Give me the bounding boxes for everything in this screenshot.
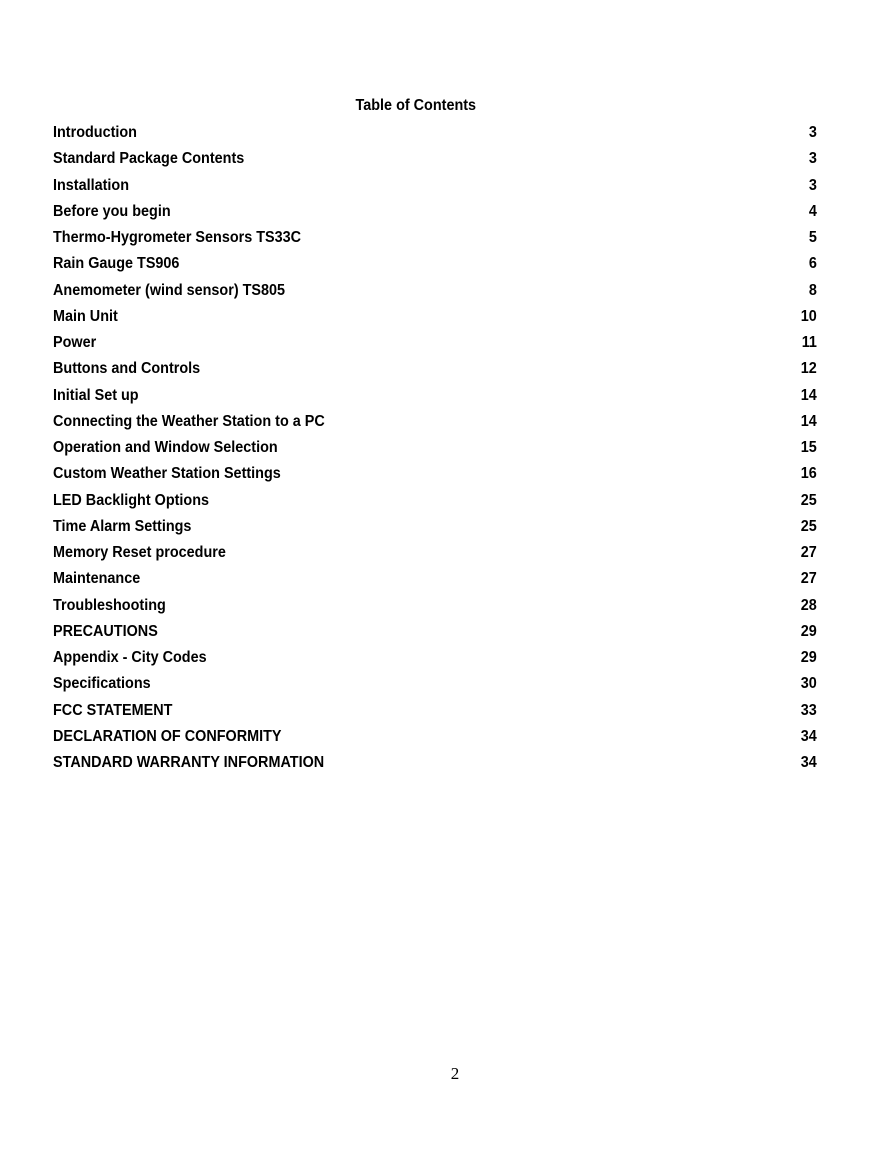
toc-entry-page: 6 [808, 255, 817, 273]
toc-entry[interactable] [53, 595, 817, 621]
toc-entry-label: Time Alarm Settings [53, 517, 192, 535]
toc-entry[interactable] [53, 542, 817, 568]
toc-entry-label: Connecting the Weather Station to a PC [53, 412, 325, 430]
toc-entry-label: Thermo-Hygrometer Sensors TS33C [53, 229, 302, 246]
toc-entry-label: LED Backlight Options [53, 491, 210, 509]
toc-entry[interactable] [53, 358, 817, 384]
toc-entry-label: Appendix - City Codes [53, 649, 207, 666]
toc-entry-page: 4 [808, 202, 817, 220]
toc-entry-label: Initial Set up [53, 386, 139, 404]
toc-entry-page: 14 [800, 386, 817, 404]
toc-entry[interactable] [53, 122, 817, 148]
toc-entry-label: PRECAUTIONS [53, 622, 158, 640]
toc-entry[interactable] [53, 490, 817, 516]
toc-entry[interactable] [53, 253, 817, 279]
toc-entry-label: Specifications [53, 675, 151, 693]
toc-entry[interactable] [53, 437, 817, 463]
toc-entry-page: 8 [808, 281, 817, 299]
toc-entry-label: Troubleshooting [53, 596, 166, 614]
toc-entry-page: 11 [801, 334, 817, 351]
toc-entry[interactable] [53, 621, 817, 647]
toc-entry-page: 28 [800, 596, 817, 614]
toc-entry-label: Anemometer (wind sensor) TS805 [53, 281, 286, 299]
toc-entry-label: STANDARD WARRANTY INFORMATION [53, 754, 325, 771]
toc-entry[interactable] [53, 332, 817, 358]
toc-entry[interactable] [53, 411, 817, 437]
toc-entry-page: 33 [800, 701, 817, 719]
toc-entry[interactable] [53, 647, 817, 673]
toc-entry[interactable] [53, 306, 817, 332]
toc-entry-page: 16 [800, 465, 817, 483]
toc-entry[interactable] [53, 227, 817, 253]
toc-entry-page: 25 [800, 491, 817, 509]
toc-entry-label: Main Unit [53, 307, 118, 325]
toc-entry-label: Before you begin [53, 202, 171, 220]
toc-entry[interactable] [53, 752, 817, 778]
toc-entry-page: 3 [808, 124, 817, 141]
toc-title: Table of Contents [355, 97, 477, 114]
toc-entry-page: 34 [800, 754, 817, 771]
toc-entry-label: FCC STATEMENT [53, 701, 173, 719]
toc-entry-label: Installation [53, 176, 130, 194]
toc-entry-label: Power [53, 334, 97, 351]
toc-entry-label: Standard Package Contents [53, 150, 245, 168]
toc-entry-label: Maintenance [53, 570, 141, 588]
toc-entry-page: 25 [800, 517, 817, 535]
toc-entry-page: 14 [800, 412, 817, 430]
toc-entry-page: 27 [800, 544, 817, 561]
toc-entry-page: 12 [800, 360, 817, 378]
toc-entry[interactable] [53, 280, 817, 306]
toc-entry-page: 29 [800, 622, 817, 640]
toc-entry[interactable] [53, 463, 817, 489]
toc-entry[interactable] [53, 175, 817, 201]
toc-entry-page: 34 [800, 727, 817, 745]
toc-entry[interactable] [53, 148, 817, 174]
toc-entry-page: 30 [800, 675, 817, 693]
toc-entry-page: 3 [808, 176, 817, 194]
toc-entry-label: DECLARATION OF CONFORMITY [53, 727, 282, 745]
toc-entry-page: 3 [808, 150, 817, 168]
toc-entry-label: Custom Weather Station Settings [53, 465, 281, 483]
toc-entry[interactable] [53, 568, 817, 594]
toc-entry[interactable] [53, 700, 817, 726]
toc-entry[interactable] [53, 385, 817, 411]
toc-entry-page: 27 [800, 570, 817, 588]
toc-entry-label: Buttons and Controls [53, 360, 201, 378]
toc-entry[interactable] [53, 201, 817, 227]
toc-entry[interactable] [53, 516, 817, 542]
toc-entry-label: Introduction [53, 124, 137, 141]
toc-entry[interactable] [53, 726, 817, 752]
toc-entry-label: Operation and Window Selection [53, 439, 278, 456]
toc-entry[interactable] [53, 673, 817, 699]
toc-entry-page: 15 [800, 439, 817, 456]
page-number: 2 [450, 1064, 460, 1083]
toc-entry-label: Rain Gauge TS906 [53, 255, 180, 273]
toc-entry-label: Memory Reset procedure [53, 544, 226, 561]
toc-entry-page: 5 [808, 229, 817, 246]
toc-list [53, 122, 817, 778]
toc-entry-page: 29 [800, 649, 817, 666]
toc-entry-page: 10 [800, 307, 817, 325]
